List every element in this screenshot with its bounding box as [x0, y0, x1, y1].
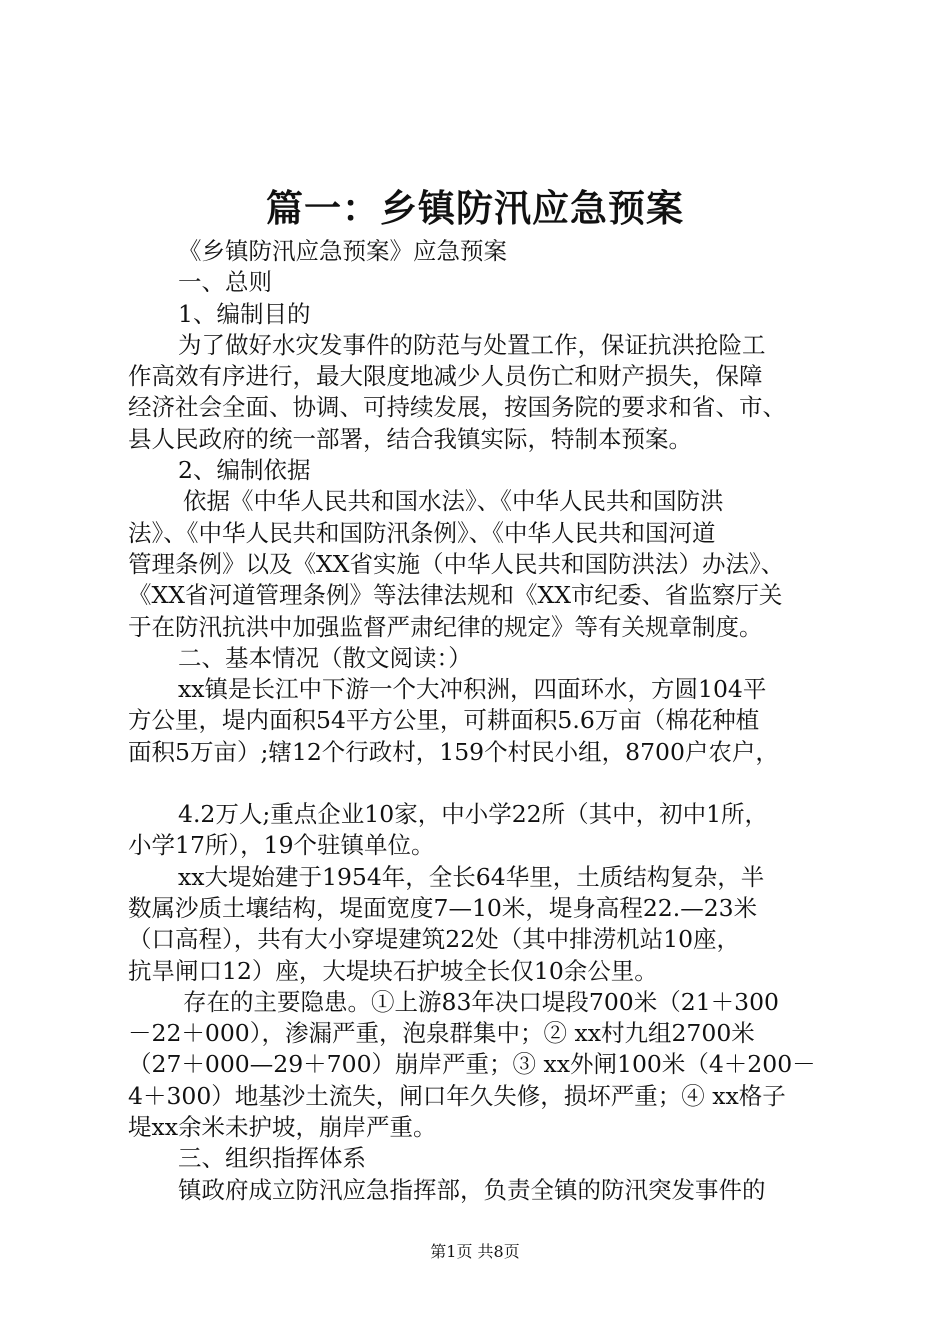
text-line: 于在防汛抗洪中加强监督严肃纪律的规定》等有关规章制度。	[128, 612, 763, 641]
subsection-heading: 2、编制依据	[178, 456, 311, 485]
text-line: 面积5万亩）;辖12个行政村，159个村民小组，8700户农户，	[128, 737, 779, 766]
text-line: （27＋000—29＋700）崩岸严重；③ xx外闸100米（4＋200－	[128, 1050, 816, 1079]
text-line: 存在的主要隐患。①上游83年决口堤段700米（21＋300	[183, 987, 780, 1016]
section-heading: 二、基本情况（散文阅读：）	[178, 643, 472, 672]
text-line: 管理条例》以及《XX省实施（中华人民共和国防洪法）办法》、	[128, 549, 785, 578]
text-line: 堤xx余米未护坡，崩岸严重。	[128, 1113, 437, 1142]
text-line: 抗旱闸口12）座，大堤块石护坡全长仅10余公里。	[128, 956, 658, 985]
text-line: 4.2万人;重点企业10家，中小学22所（其中，初中1所，	[178, 800, 769, 829]
subsection-heading: 1、编制目的	[178, 299, 311, 328]
text-line: 4＋300）地基沙土流失，闸口年久失修，损坏严重；④ xx格子	[128, 1081, 786, 1110]
text-line: 作高效有序进行，最大限度地减少人员伤亡和财产损失，保障	[128, 362, 763, 391]
text-line: 小学17所），19个驻镇单位。	[128, 831, 435, 860]
text-line: 方公里，堤内面积54平方公里，可耕面积5.6万亩（棉花种植	[128, 706, 760, 735]
text-line: （口高程），共有大小穿堤建筑22处（其中排涝机站10座，	[128, 925, 741, 954]
page-footer: 第1页 共8页	[430, 1242, 520, 1261]
text-line: 法》、《中华人民共和国防汛条例》、《中华人民共和国河道	[128, 518, 716, 547]
paragraph-gap	[128, 768, 833, 799]
text-line: xx大堤始建于1954年，全长64华里，土质结构复杂，半	[178, 862, 765, 891]
section-heading: 一、总则	[178, 268, 272, 297]
text-line: xx镇是长江中下游一个大冲积洲，四面环水，方圆104平	[178, 675, 767, 704]
text-line: 数属沙质土壤结构，堤面宽度7—10米，堤身高程22.—23米	[128, 893, 758, 922]
text-line: 依据《中华人民共和国水法》、《中华人民共和国防洪	[183, 487, 724, 516]
text-line: 为了做好水灾发事件的防范与处置工作，保证抗洪抢险工	[178, 330, 766, 359]
text-line: 《XX省河道管理条例》等法律法规和《XX市纪委、省监察厅关	[128, 581, 783, 610]
document-title: 篇一：乡镇防汛应急预案	[266, 186, 684, 230]
text-line: －22＋000），渗漏严重，泡泉群集中；② xx村九组2700米	[128, 1019, 755, 1048]
text-line: 县人民政府的统一部署，结合我镇实际，特制本预案。	[128, 424, 692, 453]
text-line: 《乡镇防汛应急预案》应急预案	[178, 237, 507, 265]
document-body	[128, 236, 833, 1206]
text-line: 经济社会全面、协调、可持续发展，按国务院的要求和省、市、	[128, 393, 786, 422]
section-heading: 三、组织指挥体系	[178, 1144, 366, 1173]
text-line: 镇政府成立防汛应急指挥部，负责全镇的防汛突发事件的	[178, 1175, 766, 1204]
